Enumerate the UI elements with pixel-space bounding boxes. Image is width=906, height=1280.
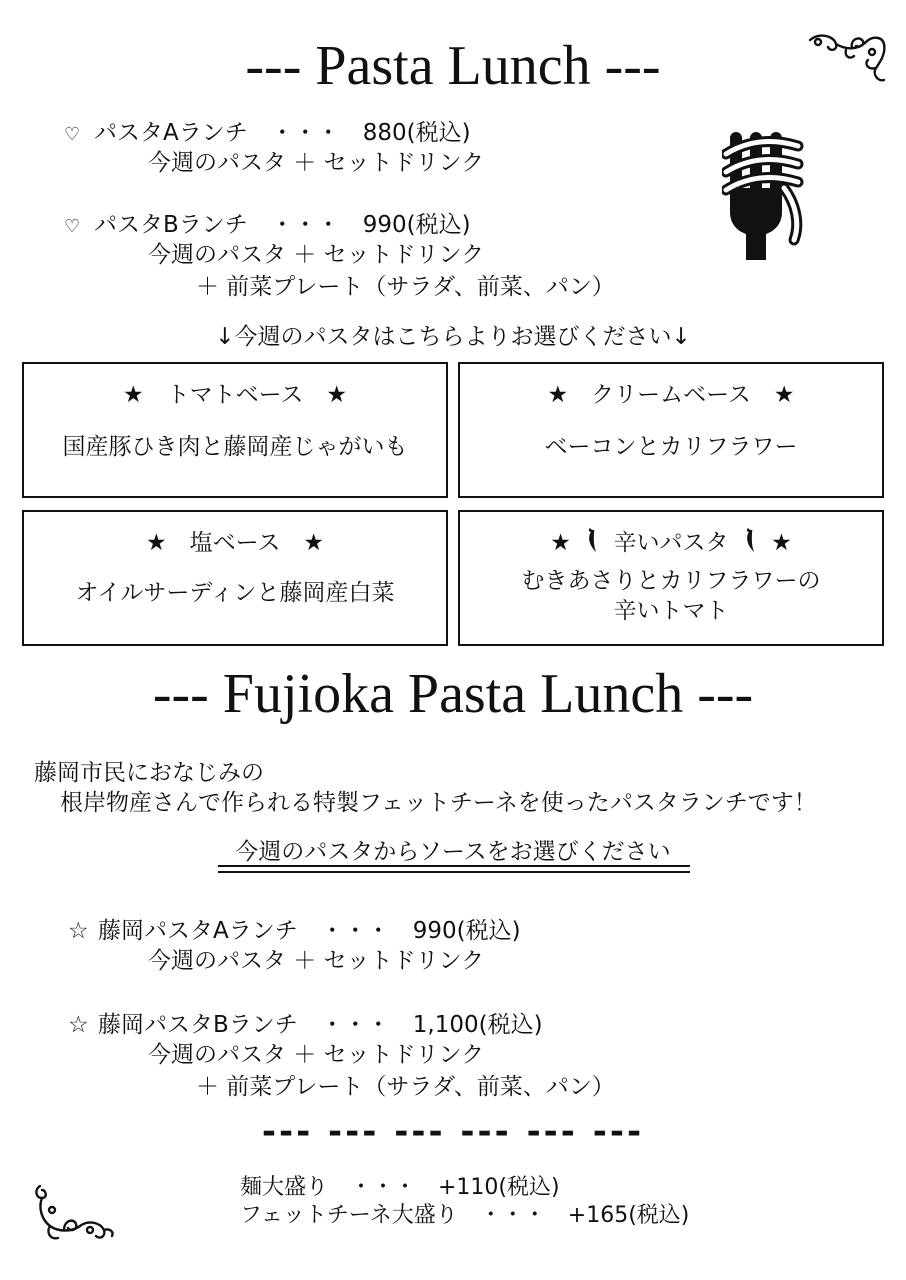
salt-base-line: オイルサーディンと藤岡産白菜: [75, 580, 395, 606]
intro-line-1: 藤岡市民におなじみの: [34, 760, 264, 786]
pasta-b-lunch-line: [64, 206, 471, 239]
chili-pepper-icon: [584, 526, 600, 554]
flourish-ornament-icon: [30, 1180, 116, 1244]
spicy-pasta-title: [460, 524, 882, 557]
fujioka-section-title: --- Fujioka Pasta Lunch ---: [152, 663, 754, 725]
star-outline-icon: ☆: [68, 1012, 89, 1038]
salt-base-title: ★ 塩ベース ★: [145, 530, 325, 556]
choose-sauce-heading: 今週のパスタからソースをお選びください: [235, 839, 671, 865]
star-outline-icon: ☆: [68, 918, 89, 944]
fujioka-a-lunch-line: [68, 912, 521, 945]
cream-base-box: [458, 362, 884, 498]
tomato-base-title: ★ トマトベース ★: [122, 382, 348, 408]
pasta-b-lunch-detail: 今週のパスタ ＋ セットドリンク: [148, 242, 485, 268]
spicy-pasta-box: [458, 510, 884, 646]
extra-fettuccine-line: フェットチーネ大盛り ・・・ +165(税込): [240, 1203, 690, 1228]
cream-base-description: [460, 432, 882, 462]
choose-note: ↓今週のパスタはこちらよりお選びください↓: [215, 324, 691, 350]
underline-top: [218, 865, 690, 867]
spicy-pasta-line-2: 辛いトマト: [613, 598, 729, 624]
pasta-b-lunch-plate: ＋ 前菜プレート（サラダ、前菜、パン）: [196, 274, 615, 300]
cream-base-title: ★ クリームベース ★: [547, 382, 795, 408]
chili-pepper-icon: [742, 526, 758, 554]
fujioka-b-lunch-line: [68, 1006, 543, 1039]
pasta-a-lunch-line: [64, 114, 471, 147]
pasta-a-lunch-price: パスタAランチ ・・・ 880(税込): [94, 120, 471, 146]
tomato-base-box: [22, 362, 448, 498]
fujioka-a-lunch-detail: 今週のパスタ ＋ セットドリンク: [148, 948, 485, 974]
heart-icon: ♡: [64, 124, 81, 145]
salt-base-description: [24, 578, 446, 608]
tomato-base-description: [24, 432, 446, 462]
spicy-pasta-line-1: むきあさりとカリフラワーの: [521, 568, 821, 594]
fujioka-b-lunch-price: 藤岡パスタBランチ ・・・ 1,100(税込): [98, 1012, 543, 1038]
underline-bottom: [218, 871, 690, 873]
flourish-ornament-icon: [806, 30, 890, 92]
fujioka-b-lunch-detail: 今週のパスタ ＋ セットドリンク: [148, 1042, 485, 1068]
pasta-a-lunch-detail: 今週のパスタ ＋ セットドリンク: [148, 150, 485, 176]
pasta-b-lunch-price: パスタBランチ ・・・ 990(税込): [94, 212, 471, 238]
heart-icon: ♡: [64, 216, 81, 237]
spicy-pasta-description: [460, 566, 882, 626]
divider-dashes: --- --- --- --- --- ---: [261, 1112, 645, 1152]
star-icon: ★: [771, 530, 792, 556]
fujioka-a-lunch-price: 藤岡パスタAランチ ・・・ 990(税込): [98, 918, 521, 944]
intro-line-2: 根岸物産さんで作られる特製フェットチーネを使ったパスタランチです！: [60, 790, 817, 816]
salt-base-box: [22, 510, 448, 646]
tomato-base-line: 国産豚ひき肉と藤岡産じゃがいも: [62, 434, 408, 460]
cream-base-line: ベーコンとカリフラワー: [544, 434, 798, 460]
star-icon: ★: [550, 530, 571, 556]
fork-pasta-icon: [722, 128, 808, 262]
fujioka-b-lunch-plate: ＋ 前菜プレート（サラダ、前菜、パン）: [196, 1074, 615, 1100]
page-title: --- Pasta Lunch ---: [245, 35, 661, 97]
spicy-pasta-label: 辛いパスタ: [613, 530, 729, 556]
extra-noodles-line: 麺大盛り ・・・ +110(税込): [240, 1175, 560, 1200]
